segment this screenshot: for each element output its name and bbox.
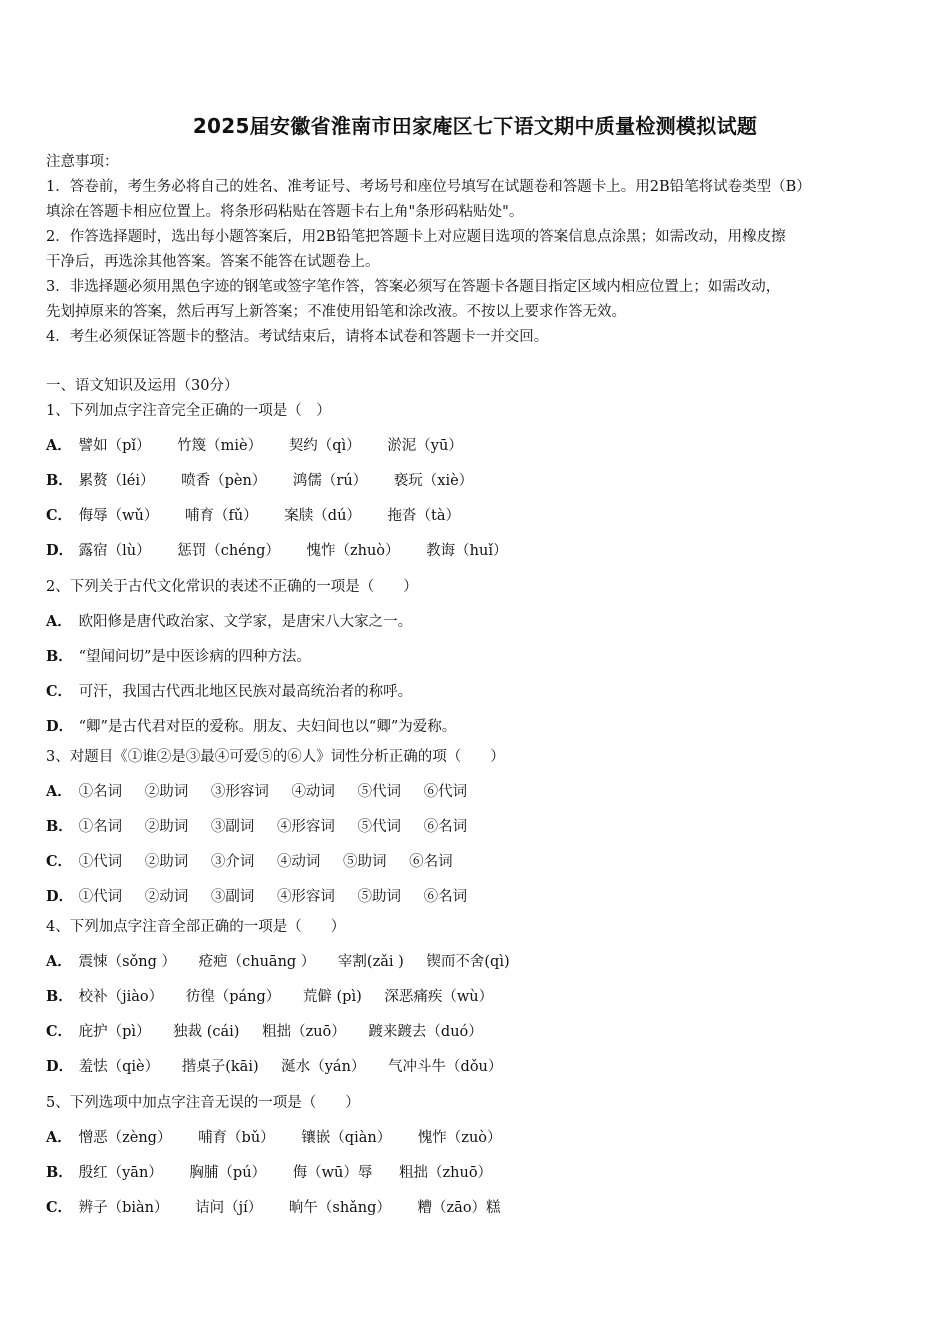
option-item: 愧怍（zuò） <box>417 1130 502 1146</box>
option-label: B． <box>46 648 73 665</box>
question-stem: 2、下列关于古代文化常识的表述不正确的一项是（ ） <box>46 579 418 595</box>
option-item: ③介词 <box>210 854 255 870</box>
question-stem: 5、下列选项中加点字注音无误的一项是（ ） <box>46 1095 360 1111</box>
option-b <box>46 1155 906 1190</box>
option-label: A． <box>46 437 72 454</box>
question-5 <box>46 1086 906 1225</box>
option-label: D． <box>46 542 74 559</box>
page-title: 2025届安徽省淮南市田家庵区七下语文期中质量检测模拟试题 <box>192 114 758 138</box>
option-label: B． <box>46 472 73 489</box>
option-item: 揩桌子(kāi) <box>181 1059 259 1075</box>
option-item: 憎恶（zèng） <box>78 1130 172 1146</box>
question-stem: 1、下列加点字注音完全正确的一项是（ ） <box>46 403 331 419</box>
option-d <box>46 1049 906 1084</box>
option-item: 镶嵌（qiàn） <box>301 1130 392 1146</box>
notice-line: 3．非选择题必须用黑色字迹的钢笔或签字笔作答，答案必须写在答题卡各题目指定区域内相应位置上；如需改动， <box>46 279 781 295</box>
option-a <box>46 1120 906 1155</box>
question-stem: 4、下列加点字注音全部正确的一项是（ ） <box>46 919 346 935</box>
option-a <box>46 428 906 463</box>
option-item: 诘问（jí） <box>195 1200 263 1216</box>
option-label: D． <box>46 888 74 905</box>
option-c <box>46 498 906 533</box>
option-item: ⑤代词 <box>357 819 402 835</box>
notice-line: 2．作答选择题时，选出每小题答案后，用2B铅笔把答题卡上对应题目选项的答案信息点涂黑；如需改动，用橡皮擦 <box>46 229 786 245</box>
option-item: 荒僻 (pì) <box>302 989 362 1005</box>
option-c <box>46 674 906 709</box>
option-d <box>46 709 906 744</box>
option-item: ⑥名词 <box>423 889 468 905</box>
option-a <box>46 944 906 979</box>
option-item: 哺育（fǔ） <box>184 508 258 524</box>
question-1 <box>46 394 906 568</box>
option-item: 晌午（shǎng） <box>288 1200 391 1216</box>
option-item: ⑤助词 <box>343 854 387 870</box>
option-item: 淤泥（yū） <box>387 438 463 454</box>
option-a <box>46 774 906 809</box>
option-item: ①代词 <box>78 854 123 870</box>
option-label: B． <box>46 1164 73 1181</box>
option-item: 契约（qì） <box>288 438 361 454</box>
option-item: 愧怍（zhuò） <box>306 543 400 559</box>
option-label: D． <box>46 1058 74 1075</box>
option-item: ⑥名词 <box>423 819 468 835</box>
option-item: 糟（zāo）糕 <box>417 1200 501 1216</box>
option-item: 案牍（dú） <box>284 508 361 524</box>
option-item: ①名词 <box>78 819 123 835</box>
option-label: B． <box>46 818 73 835</box>
option-a <box>46 604 906 639</box>
option-item: 喷香（pèn） <box>181 473 267 489</box>
notice-line: 干净后，再选涂其他答案。答案不能答在试题卷上。 <box>46 254 380 270</box>
option-item: ⑤代词 <box>357 784 402 800</box>
option-item: 震悚（sǒng ） <box>78 954 177 970</box>
notice-line: 先划掉原来的答案，然后再写上新答案；不准使用铅笔和涂改液。不按以上要求作答无效。 <box>46 304 626 320</box>
option-c <box>46 844 906 879</box>
option-item: 鸿儒（rú） <box>292 473 368 489</box>
option-label: C． <box>46 507 73 524</box>
option-d <box>46 879 906 914</box>
option-item: 羞怯（qiè） <box>78 1059 160 1075</box>
option-item: ②助词 <box>144 819 189 835</box>
option-d <box>46 533 906 568</box>
option-c <box>46 1190 906 1225</box>
option-item: “卿”是古代君对臣的爱称。朋友、夫妇间也以“卿”为爱称。 <box>78 719 457 735</box>
option-item: ②动词 <box>144 889 189 905</box>
option-label: C． <box>46 683 73 700</box>
question-stem: 3、对题目《①谁②是③最④可爱⑤的⑥人》词性分析正确的项（ ） <box>46 749 505 765</box>
option-item: 可汗，我国古代西北地区民族对最高统治者的称呼。 <box>78 684 413 700</box>
option-label: A． <box>46 783 72 800</box>
option-item: ③副词 <box>210 819 255 835</box>
option-item: 亵玩（xiè） <box>393 473 474 489</box>
option-item: ③形容词 <box>210 784 269 800</box>
option-item: ④动词 <box>276 854 321 870</box>
option-b <box>46 979 906 1014</box>
option-item: ④形容词 <box>276 819 335 835</box>
question-3 <box>46 740 906 914</box>
option-b <box>46 809 906 844</box>
option-item: 校补（jiào） <box>78 989 164 1005</box>
option-item: 拖沓（tà） <box>387 508 461 524</box>
option-item: 侮辱（wǔ） <box>78 508 159 524</box>
option-item: 宰割(zǎi ) <box>337 954 404 970</box>
option-item: 譬如（pǐ） <box>78 438 151 454</box>
option-label: D． <box>46 718 74 735</box>
option-item: ④动词 <box>291 784 335 800</box>
option-label: A． <box>46 953 72 970</box>
option-item: 哺育（bǔ） <box>198 1130 275 1146</box>
option-item: 彷徨（páng） <box>185 989 281 1005</box>
option-b <box>46 639 906 674</box>
option-item: ②助词 <box>144 854 189 870</box>
section-heading: 一、语文知识及运用（30分） <box>46 378 239 394</box>
option-item: 疮疤（chuāng ） <box>198 954 316 970</box>
option-item: 气冲斗牛（dǒu） <box>388 1059 503 1075</box>
option-item: 累赘（léi） <box>78 473 155 489</box>
notice-line: 4．考生必须保证答题卡的整洁。考试结束后，请将本试卷和答题卡一并交回。 <box>46 329 549 345</box>
option-label: A． <box>46 1129 72 1146</box>
option-item: 锲而不舍(qì) <box>426 954 510 970</box>
option-label: B． <box>46 988 73 1005</box>
option-item: ⑥代词 <box>423 784 468 800</box>
option-item: 粗拙（zhuō） <box>399 1165 493 1181</box>
option-item: 侮（wū）辱 <box>292 1165 373 1181</box>
option-item: 独裁 (cái) <box>173 1024 240 1040</box>
option-item: ②助词 <box>144 784 189 800</box>
option-item: ⑤助词 <box>357 889 402 905</box>
option-item: 粗拙（zuō） <box>262 1024 346 1040</box>
option-label: C． <box>46 1199 73 1216</box>
option-label: C． <box>46 853 73 870</box>
notice-block <box>46 150 906 350</box>
notice-heading: 注意事项： <box>46 154 119 170</box>
option-item: 辨子（biàn） <box>78 1200 169 1216</box>
notice-line: 填涂在答题卡相应位置上。将条形码粘贴在答题卡右上角"条形码粘贴处"。 <box>46 204 524 220</box>
notice-line: 1．答卷前，考生务必将自己的姓名、准考证号、考场号和座位号填写在试题卷和答题卡上。用2B铅笔将试卷类型（B） <box>46 179 811 195</box>
option-label: C． <box>46 1023 73 1040</box>
option-item: 踱来踱去（duó） <box>368 1024 483 1040</box>
option-label: A． <box>46 613 72 630</box>
option-b <box>46 463 906 498</box>
option-item: 庇护（pì） <box>78 1024 151 1040</box>
option-item: ③副词 <box>210 889 255 905</box>
option-item: ④形容词 <box>276 889 335 905</box>
option-item: 涎水（yán） <box>281 1059 366 1075</box>
option-item: 竹篾（miè） <box>177 438 263 454</box>
option-item: ①代词 <box>78 889 123 905</box>
option-item: 深恶痛疾（wù） <box>384 989 494 1005</box>
option-item: 露宿（lù） <box>78 543 151 559</box>
option-item: 教诲（huǐ） <box>426 543 508 559</box>
option-item: “望闻问切”是中医诊病的四种方法。 <box>78 649 311 665</box>
question-4 <box>46 910 906 1084</box>
option-item: ⑥名词 <box>409 854 453 870</box>
option-item: 惩罚（chéng） <box>177 543 280 559</box>
option-item: 殷红（yān） <box>78 1165 163 1181</box>
option-item: 欧阳修是唐代政治家、文学家，是唐宋八大家之一。 <box>78 614 413 630</box>
question-2 <box>46 570 906 744</box>
option-c <box>46 1014 906 1049</box>
option-item: 胸脯（pú） <box>189 1165 267 1181</box>
option-item: ①名词 <box>78 784 123 800</box>
